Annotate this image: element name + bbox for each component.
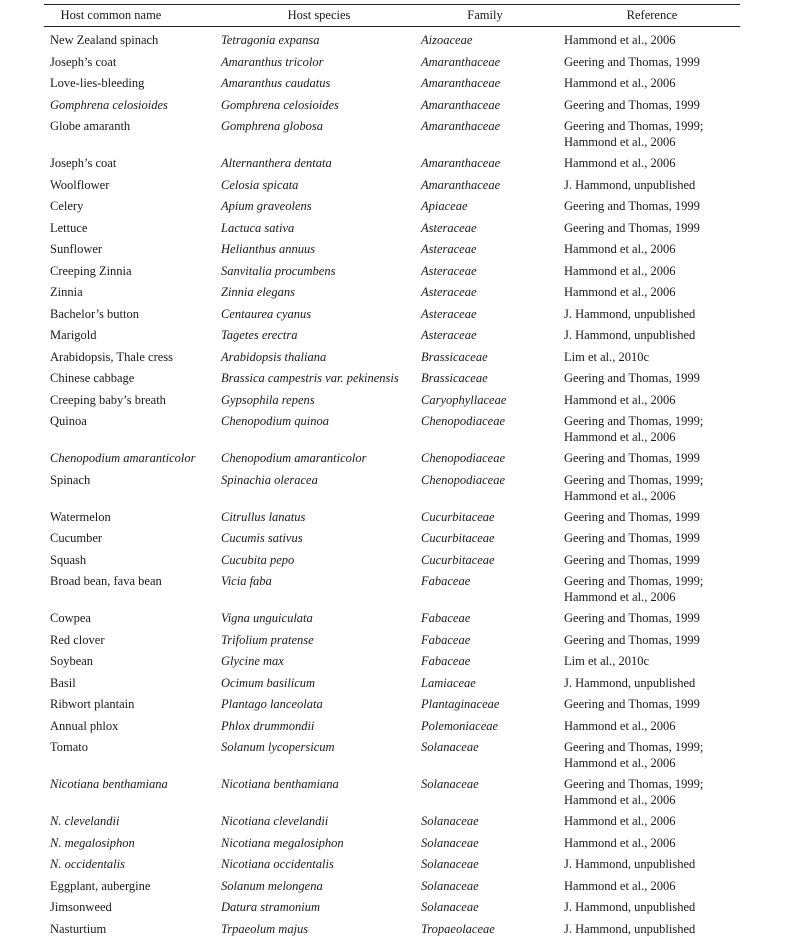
table-row (44, 551, 740, 573)
cell-reference: Hammond et al., 2006 (564, 31, 740, 48)
cell-reference: Lim et al., 2010c (564, 348, 740, 365)
table-row (44, 283, 740, 305)
cell-host-species: Chenopodium quinoa (221, 412, 421, 429)
cell-reference: Geering and Thomas, 1999 (564, 609, 740, 626)
cell-family: Amaranthaceae (421, 117, 564, 134)
cell-family: Caryophyllaceae (421, 391, 564, 408)
cell-host-common-name: Lettuce (44, 219, 221, 236)
cell-host-species: Amaranthus tricolor (221, 53, 421, 70)
cell-host-common-name: Ribwort plantain (44, 695, 221, 712)
cell-reference: Geering and Thomas, 1999; Hammond et al., 2006 (564, 738, 740, 771)
cell-host-species: Apium graveolens (221, 197, 421, 214)
table-row (44, 652, 740, 674)
cell-host-common-name: Quinoa (44, 412, 221, 429)
cell-host-species: Trifolium pratense (221, 631, 421, 648)
cell-host-common-name: Celery (44, 197, 221, 214)
cell-family: Apiaceae (421, 197, 564, 214)
table-row (44, 609, 740, 631)
cell-host-common-name: New Zealand spinach (44, 31, 221, 48)
table-row (44, 508, 740, 530)
table-top-rule (44, 4, 740, 5)
cell-family: Asteraceae (421, 326, 564, 343)
cell-reference: J. Hammond, unpublished (564, 855, 740, 872)
cell-host-common-name: Eggplant, aubergine (44, 877, 221, 894)
cell-family: Solanaceae (421, 738, 564, 755)
cell-host-common-name: Bachelor’s button (44, 305, 221, 322)
cell-host-species: Nicotiana clevelandii (221, 812, 421, 829)
cell-reference: Hammond et al., 2006 (564, 391, 740, 408)
cell-family: Amaranthaceae (421, 96, 564, 113)
cell-host-common-name: Chinese cabbage (44, 369, 221, 386)
cell-family: Solanaceae (421, 898, 564, 915)
cell-family: Cucurbitaceae (421, 551, 564, 568)
cell-family: Chenopodiaceae (421, 449, 564, 466)
cell-family: Cucurbitaceae (421, 508, 564, 525)
table-row (44, 369, 740, 391)
cell-family: Amaranthaceae (421, 53, 564, 70)
cell-host-common-name: Nasturtium (44, 920, 221, 937)
table-row (44, 812, 740, 834)
cell-family: Asteraceae (421, 305, 564, 322)
cell-family: Polemoniaceae (421, 717, 564, 734)
cell-reference: Geering and Thomas, 1999 (564, 369, 740, 386)
table-row (44, 855, 740, 877)
cell-family: Amaranthaceae (421, 154, 564, 171)
cell-host-common-name: Spinach (44, 471, 221, 488)
cell-reference: Hammond et al., 2006 (564, 877, 740, 894)
cell-host-common-name: Broad bean, fava bean (44, 572, 221, 589)
cell-host-species: Tagetes erectra (221, 326, 421, 343)
cell-family: Brassicaceae (421, 369, 564, 386)
cell-family: Solanaceae (421, 775, 564, 792)
header-reference: Reference (564, 8, 740, 23)
cell-host-common-name: Red clover (44, 631, 221, 648)
cell-reference: Hammond et al., 2006 (564, 74, 740, 91)
cell-reference: Hammond et al., 2006 (564, 154, 740, 171)
table-row (44, 631, 740, 653)
cell-host-common-name: Creeping Zinnia (44, 262, 221, 279)
table-header-rule (44, 26, 740, 27)
cell-reference: Geering and Thomas, 1999; Hammond et al., 2006 (564, 572, 740, 605)
cell-host-common-name: N. occidentalis (44, 855, 221, 872)
cell-reference: Lim et al., 2010c (564, 652, 740, 669)
cell-family: Chenopodiaceae (421, 471, 564, 488)
table-row (44, 775, 740, 812)
cell-host-species: Ocimum basilicum (221, 674, 421, 691)
cell-host-species: Nicotiana benthamiana (221, 775, 421, 792)
table-row (44, 74, 740, 96)
cell-family: Asteraceae (421, 283, 564, 300)
cell-host-species: Cucumis sativus (221, 529, 421, 546)
cell-host-species: Helianthus annuus (221, 240, 421, 257)
cell-host-common-name: Jimsonweed (44, 898, 221, 915)
cell-host-common-name: Zinnia (44, 283, 221, 300)
cell-family: Amaranthaceae (421, 176, 564, 193)
cell-host-species: Trpaeolum majus (221, 920, 421, 937)
cell-host-common-name: Chenopodium amaranticolor (44, 449, 221, 466)
table-row (44, 262, 740, 284)
cell-family: Asteraceae (421, 219, 564, 236)
table-row (44, 219, 740, 241)
cell-host-species: Nicotiana occidentalis (221, 855, 421, 872)
cell-family: Asteraceae (421, 262, 564, 279)
cell-family: Fabaceae (421, 631, 564, 648)
cell-host-common-name: Gomphrena celosioides (44, 96, 221, 113)
cell-host-species: Plantago lanceolata (221, 695, 421, 712)
table-row (44, 197, 740, 219)
cell-host-species: Solanum lycopersicum (221, 738, 421, 755)
cell-family: Amaranthaceae (421, 74, 564, 91)
cell-reference: Geering and Thomas, 1999 (564, 551, 740, 568)
cell-family: Solanaceae (421, 877, 564, 894)
cell-reference: Hammond et al., 2006 (564, 812, 740, 829)
header-family: Family (410, 8, 560, 23)
cell-reference: Geering and Thomas, 1999 (564, 508, 740, 525)
cell-reference: J. Hammond, unpublished (564, 176, 740, 193)
cell-host-species: Spinachia oleracea (221, 471, 421, 488)
cell-reference: Hammond et al., 2006 (564, 834, 740, 851)
cell-host-species: Gomphrena globosa (221, 117, 421, 134)
cell-reference: J. Hammond, unpublished (564, 920, 740, 937)
table-row (44, 348, 740, 370)
cell-host-species: Vicia faba (221, 572, 421, 589)
table-row (44, 326, 740, 348)
cell-host-common-name: Sunflower (44, 240, 221, 257)
table-row (44, 240, 740, 262)
cell-family: Solanaceae (421, 855, 564, 872)
cell-host-common-name: Tomato (44, 738, 221, 755)
cell-family: Cucurbitaceae (421, 529, 564, 546)
cell-host-species: Arabidopsis thaliana (221, 348, 421, 365)
table-row (44, 154, 740, 176)
cell-host-common-name: Nicotiana benthamiana (44, 775, 221, 792)
cell-host-species: Glycine max (221, 652, 421, 669)
cell-host-common-name: Creeping baby’s breath (44, 391, 221, 408)
table-row (44, 391, 740, 413)
cell-reference: Geering and Thomas, 1999 (564, 96, 740, 113)
table-row (44, 877, 740, 899)
table-row (44, 117, 740, 154)
cell-reference: Geering and Thomas, 1999 (564, 449, 740, 466)
cell-host-common-name: Cucumber (44, 529, 221, 546)
cell-host-common-name: Marigold (44, 326, 221, 343)
table-row (44, 572, 740, 609)
cell-family: Lamiaceae (421, 674, 564, 691)
cell-reference: Geering and Thomas, 1999 (564, 197, 740, 214)
cell-host-common-name: Woolflower (44, 176, 221, 193)
table-row (44, 449, 740, 471)
cell-reference: Geering and Thomas, 1999 (564, 53, 740, 70)
cell-host-species: Nicotiana megalosiphon (221, 834, 421, 851)
table-row (44, 898, 740, 920)
cell-family: Solanaceae (421, 834, 564, 851)
cell-family: Fabaceae (421, 572, 564, 589)
cell-family: Solanaceae (421, 812, 564, 829)
cell-reference: Geering and Thomas, 1999; Hammond et al., 2006 (564, 117, 740, 150)
table-row (44, 96, 740, 118)
cell-host-common-name: Love-lies-bleeding (44, 74, 221, 91)
table-row (44, 529, 740, 551)
cell-reference: Geering and Thomas, 1999 (564, 529, 740, 546)
table-row (44, 920, 740, 941)
cell-host-common-name: Joseph’s coat (44, 53, 221, 70)
cell-reference: J. Hammond, unpublished (564, 326, 740, 343)
cell-reference: Hammond et al., 2006 (564, 283, 740, 300)
cell-family: Tropaeolaceae (421, 920, 564, 937)
cell-host-common-name: Joseph’s coat (44, 154, 221, 171)
table-row (44, 717, 740, 739)
cell-family: Fabaceae (421, 609, 564, 626)
cell-host-species: Zinnia elegans (221, 283, 421, 300)
cell-host-species: Centaurea cyanus (221, 305, 421, 322)
cell-family: Fabaceae (421, 652, 564, 669)
table-row (44, 412, 740, 449)
cell-reference: Hammond et al., 2006 (564, 717, 740, 734)
cell-host-species: Cucubita pepo (221, 551, 421, 568)
cell-host-species: Celosia spicata (221, 176, 421, 193)
cell-reference: Hammond et al., 2006 (564, 240, 740, 257)
cell-reference: Geering and Thomas, 1999; Hammond et al., 2006 (564, 775, 740, 808)
cell-host-common-name: Basil (44, 674, 221, 691)
table-row (44, 695, 740, 717)
cell-family: Brassicaceae (421, 348, 564, 365)
table-row (44, 834, 740, 856)
cell-host-species: Citrullus lanatus (221, 508, 421, 525)
cell-host-species: Gypsophila repens (221, 391, 421, 408)
header-host-species: Host species (214, 8, 424, 23)
cell-host-common-name: Watermelon (44, 508, 221, 525)
cell-host-common-name: Globe amaranth (44, 117, 221, 134)
cell-family: Chenopodiaceae (421, 412, 564, 429)
table-row (44, 305, 740, 327)
table-header-row (44, 8, 740, 24)
cell-host-common-name: N. megalosiphon (44, 834, 221, 851)
cell-host-common-name: Arabidopsis, Thale cress (44, 348, 221, 365)
cell-host-species: Gomphrena celosioides (221, 96, 421, 113)
table-row (44, 53, 740, 75)
cell-host-species: Tetragonia expansa (221, 31, 421, 48)
cell-reference: Hammond et al., 2006 (564, 262, 740, 279)
cell-host-common-name: Annual phlox (44, 717, 221, 734)
cell-reference: Geering and Thomas, 1999 (564, 695, 740, 712)
cell-host-species: Phlox drummondii (221, 717, 421, 734)
cell-host-species: Lactuca sativa (221, 219, 421, 236)
table-row (44, 674, 740, 696)
cell-host-species: Datura stramonium (221, 898, 421, 915)
cell-reference: Geering and Thomas, 1999; Hammond et al., 2006 (564, 412, 740, 445)
cell-host-common-name: Soybean (44, 652, 221, 669)
cell-host-common-name: N. clevelandii (44, 812, 221, 829)
cell-family: Aizoaceae (421, 31, 564, 48)
cell-host-species: Amaranthus caudatus (221, 74, 421, 91)
cell-family: Plantaginaceae (421, 695, 564, 712)
cell-host-species: Alternanthera dentata (221, 154, 421, 171)
cell-host-species: Brassica campestris var. pekinensis (221, 369, 421, 386)
table-row (44, 176, 740, 198)
table-row (44, 471, 740, 508)
cell-family: Asteraceae (421, 240, 564, 257)
cell-host-common-name: Cowpea (44, 609, 221, 626)
cell-reference: Geering and Thomas, 1999 (564, 631, 740, 648)
header-host-common-name: Host common name (44, 8, 178, 23)
cell-reference: J. Hammond, unpublished (564, 305, 740, 322)
cell-reference: Geering and Thomas, 1999; Hammond et al., 2006 (564, 471, 740, 504)
table-row (44, 31, 740, 53)
table-row (44, 738, 740, 775)
cell-host-species: Chenopodium amaranticolor (221, 449, 421, 466)
cell-host-species: Vigna unguiculata (221, 609, 421, 626)
cell-reference: Geering and Thomas, 1999 (564, 219, 740, 236)
cell-reference: J. Hammond, unpublished (564, 898, 740, 915)
cell-reference: J. Hammond, unpublished (564, 674, 740, 691)
table-body (44, 31, 740, 941)
cell-host-common-name: Squash (44, 551, 221, 568)
cell-host-species: Sanvitalia procumbens (221, 262, 421, 279)
cell-host-species: Solanum melongena (221, 877, 421, 894)
